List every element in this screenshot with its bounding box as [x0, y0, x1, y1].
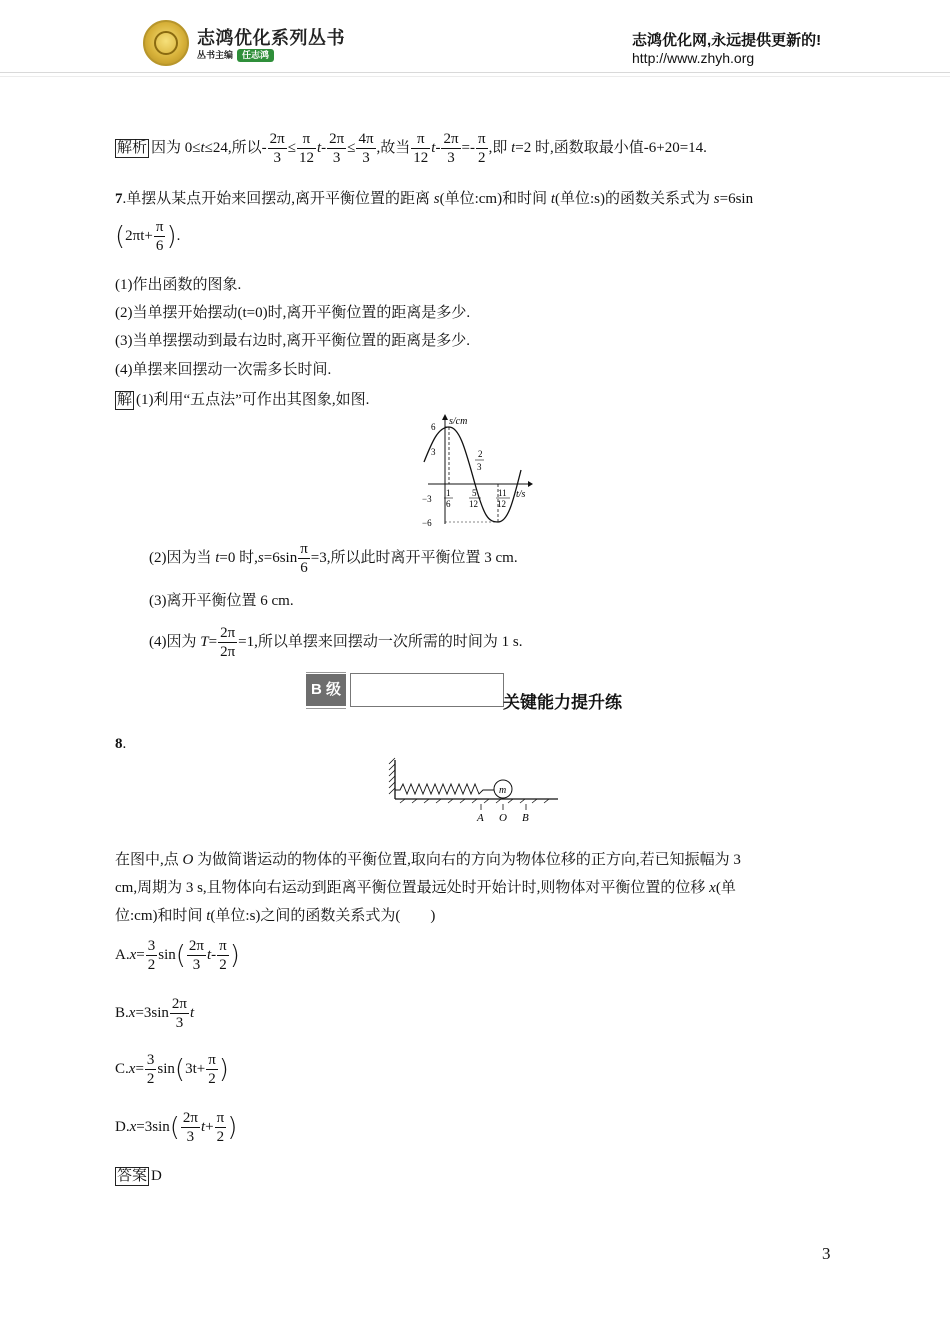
page-number: 3: [822, 1244, 831, 1263]
y-tick-3: 3: [431, 447, 436, 457]
x-tick-5-12-num: 5: [472, 488, 477, 498]
question-7-item-4: (4)单摆来回摆动一次需多长时间.: [115, 362, 332, 378]
y-tick-neg3: −3: [422, 494, 432, 504]
brand-sub-editor: 任志鸿: [237, 49, 274, 62]
spring-figure: [388, 756, 560, 826]
question-8-number: 8.: [115, 736, 127, 752]
section-box: [350, 673, 504, 707]
x-tick-2-3-den: 3: [477, 462, 482, 472]
question-7-formula: (2πt+ $\frac{\pi}{6}$ ).: [115, 219, 181, 254]
answer-value: D: [151, 1168, 162, 1184]
answer-8: [115, 1166, 162, 1186]
option-d[interactable]: D.x=3sin( $\frac{2\pi}{3}$ t+ $\frac{\pi}{2}$ ): [115, 1110, 238, 1145]
solution-7-step-3: (3)离开平衡位置 6 cm.: [149, 593, 294, 609]
x-tick-1-6-num: 1: [446, 488, 451, 498]
point-A: A: [477, 812, 484, 824]
brand-subtitle: [197, 49, 274, 63]
question-8-line-3: 位:cm)和时间 t(单位:s)之间的函数关系式为( ): [115, 908, 436, 924]
x-tick-11-12-num: 11: [498, 488, 507, 498]
y-axis-label: s/cm: [449, 416, 468, 427]
fraction: $\frac{2\pi}{3}$: [188, 938, 204, 973]
analysis-label: 解析: [117, 139, 148, 156]
fraction: $\frac{\pi}{12}$: [413, 131, 429, 166]
fraction: $\frac{\pi}{2}$: [216, 1110, 225, 1145]
question-7-item-1: (1)作出函数的图象.: [115, 277, 242, 293]
answer-label: 答案: [117, 1168, 148, 1184]
fraction: $\frac{2\pi}{2\pi}$: [220, 625, 236, 660]
header-divider: [0, 72, 950, 73]
fraction: $\frac{2\pi}{3}$: [329, 131, 345, 166]
question-7-item-2: (2)当单摆开始摆动(t=0)时,离开平衡位置的距离是多少.: [115, 305, 471, 321]
question-7-stem: 7.单摆从某点开始来回摆动,离开平衡位置的距离 s(单位:cm)和时间 t(单位:s)的函数关系式为 s=6sin: [115, 191, 754, 207]
analysis-6: 解析 因为 0≤t≤24,所以- $\frac{2\pi}{3}$ ≤ $\frac{\pi}{12}$ t- $\frac{2\pi}{3}$ ≤ $\frac{4\pi}{3}$ ,故当 $\frac{\pi}{12}$ t- $\frac{2\pi}{3}$ =- $\frac{\pi}{2}$ ,即 t=2 时,函数取最小值-6+20=14.: [117, 131, 707, 166]
point-O: O: [499, 812, 507, 824]
y-tick-neg6: −6: [422, 518, 432, 528]
section-title: 关键能力提升练: [503, 693, 622, 712]
site-slogan: 志鸿优化网,永远提供更新的!: [632, 32, 822, 49]
fraction: $\frac{\pi}{6}$: [300, 541, 308, 576]
solution-7-step-4: (4)因为 T= $\frac{2\pi}{2\pi}$ =1,所以单摆来回摆动一次所需的时间为 1 s.: [149, 625, 523, 660]
site-url[interactable]: http://www.zhyh.org: [632, 50, 755, 66]
option-c[interactable]: C.x= $\frac{3}{2}$ sin(3t+ $\frac{\pi}{2}$ ): [115, 1052, 229, 1087]
question-8-line-2: cm,周期为 3 s,且物体向右运动到距离平衡位置最远处时开始计时,则物体对平衡位置的位移 x(单: [115, 880, 736, 896]
publisher-logo: [143, 20, 189, 66]
option-a[interactable]: A.x= $\frac{3}{2}$ sin( $\frac{2\pi}{3}$ t- $\frac{\pi}{2}$ ): [115, 938, 240, 973]
question-8-line-1: 在图中,点 O 为做简谐运动的物体的平衡位置,取向右的方向为物体位移的正方向,若已知振幅为 3: [115, 852, 741, 868]
fraction: $\frac{\pi}{12}$: [298, 131, 314, 166]
header-divider-2: [0, 76, 950, 77]
solution-7-step-2: (2)因为当 t=0 时,s=6sin $\frac{\pi}{6}$ =3,所以此时离开平衡位置 3 cm.: [149, 541, 518, 576]
solution-label: 解: [117, 392, 133, 408]
question-number: 7: [115, 191, 123, 207]
sine-graph: [418, 412, 533, 530]
mass-label: m: [499, 785, 507, 796]
x-tick-2-3-num: 2: [478, 449, 483, 459]
fraction: $\frac{\pi}{6}$: [155, 219, 164, 254]
fraction: $\frac{\pi}{2}$: [208, 1052, 216, 1087]
option-b[interactable]: B.x=3sin $\frac{2\pi}{3}$ t: [115, 996, 195, 1031]
fraction: $\frac{\pi}{2}$: [219, 938, 227, 973]
fraction: $\frac{3}{2}$: [146, 1052, 155, 1087]
fraction: $\frac{2\pi}{3}$: [182, 1110, 198, 1145]
y-tick-6: 6: [431, 422, 436, 432]
x-tick-11-12-den: 12: [497, 499, 506, 509]
point-B: B: [522, 812, 529, 824]
fraction: $\frac{2\pi}{3}$: [443, 131, 459, 166]
spring: [395, 784, 495, 794]
fraction: $\frac{2\pi}{3}$: [269, 131, 285, 166]
fraction: $\frac{\pi}{2}$: [478, 131, 486, 166]
question-7-item-3: (3)当单摆摆动到最右边时,离开平衡位置的距离是多少.: [115, 333, 470, 349]
x-axis-label: t/s: [516, 489, 526, 500]
fraction: $\frac{2\pi}{3}$: [171, 996, 187, 1031]
brand-title: 志鸿优化系列丛书: [197, 28, 345, 48]
x-tick-5-12-den: 12: [469, 499, 478, 509]
section-badge: B 级: [306, 674, 346, 706]
fraction: $\frac{4\pi}{3}$: [358, 131, 374, 166]
brand-sub-prefix: 丛书主编: [197, 50, 234, 60]
solution-7-step-1: 解 (1)利用“五点法”可作出其图象,如图.: [117, 392, 370, 408]
fraction: $\frac{3}{2}$: [147, 938, 156, 973]
x-tick-1-6-den: 6: [446, 499, 451, 509]
